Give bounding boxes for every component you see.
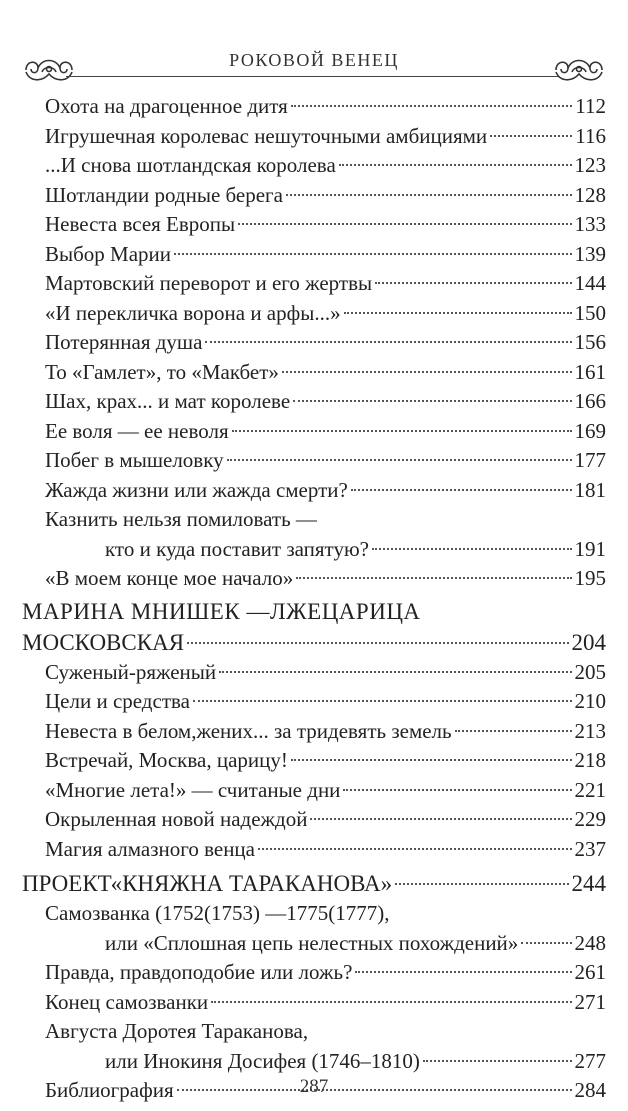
toc-entry-title: Библиография xyxy=(45,1078,174,1102)
toc-entry-title: То «Гамлет», то «Макбет» xyxy=(45,359,279,384)
toc-section-entry xyxy=(22,868,606,899)
toc-entry-title: Окрыленная новой надеждой xyxy=(45,807,308,831)
toc-entry-multiline xyxy=(22,1017,606,1076)
table-of-contents xyxy=(22,92,606,1106)
leader-dots xyxy=(375,282,571,284)
toc-entry-page: 166 xyxy=(574,389,606,413)
toc-entry-page: 123 xyxy=(574,153,606,177)
toc-entry-page: 271 xyxy=(574,989,606,1014)
toc-entry-page: 133 xyxy=(574,212,606,236)
toc-section-heading xyxy=(22,596,606,658)
leader-dots xyxy=(355,971,571,973)
toc-entry xyxy=(22,1047,606,1077)
toc-group xyxy=(22,658,606,865)
toc-entry-title: Побег в мышеловку xyxy=(45,448,224,472)
toc-entry-title: Мартовский переворот и его жертвы xyxy=(45,271,373,295)
leader-dots xyxy=(174,253,571,255)
toc-entry-multiline xyxy=(22,505,606,564)
toc-entry-title: Правда, правдоподобие или ложь? xyxy=(45,960,353,984)
toc-entry-title: «Многие лета!» — считаные дни xyxy=(45,777,341,802)
toc-entry-page: 205 xyxy=(574,659,606,684)
toc-entry xyxy=(22,328,606,358)
leader-dots xyxy=(372,548,572,550)
toc-entry-multiline xyxy=(22,899,606,958)
leader-dots xyxy=(282,371,572,373)
leader-dots xyxy=(310,818,571,820)
toc-entry xyxy=(22,835,606,865)
toc-entry-title: Невеста в белом,жених... за тридевять земель xyxy=(45,718,452,743)
section-title-line: МАРИНА МНИШЕК —ЛЖЕЦАРИЦА xyxy=(22,598,421,624)
toc-entry xyxy=(22,988,606,1018)
section-title: МОСКОВСКАЯ xyxy=(22,629,185,655)
toc-entry-title: Невеста всея Европы xyxy=(45,212,236,236)
toc-entry-title: Ее воля — ее неволя xyxy=(45,418,229,443)
leader-dots xyxy=(193,700,572,702)
toc-entry-title-line: Казнить нельзя помиловать — xyxy=(45,507,317,531)
toc-entry-title: или Инокиня Досифея (1746–1810) xyxy=(105,1048,420,1073)
toc-entry-page: 181 xyxy=(574,477,606,502)
toc-entry-title: ...И снова шотландская королева xyxy=(45,153,336,177)
toc-entry xyxy=(22,299,606,329)
toc-entry-title-line: Самозванка (1752(1753) —1775(1777), xyxy=(45,901,390,925)
toc-section-entry xyxy=(22,627,606,658)
leader-dots xyxy=(232,430,572,432)
toc-entry xyxy=(22,417,606,447)
leader-dots xyxy=(219,671,571,673)
leader-dots xyxy=(395,883,568,885)
toc-entry-title: Встречай, Москва, царицу! xyxy=(45,748,288,772)
toc-entry-title: Жажда жизни или жажда смерти? xyxy=(45,477,348,502)
leader-dots xyxy=(490,135,572,137)
leader-dots xyxy=(455,730,572,732)
toc-entry-page: 139 xyxy=(574,241,606,266)
toc-entry-title: Суженый-ряженый xyxy=(45,659,217,684)
leader-dots xyxy=(227,459,572,461)
leader-dots xyxy=(293,400,571,402)
toc-entry xyxy=(22,446,606,476)
leader-dots xyxy=(291,759,572,761)
toc-entry-page: 177 xyxy=(574,448,606,472)
toc-entry-page: 213 xyxy=(574,718,606,743)
toc-entry-page: 169 xyxy=(574,418,606,443)
toc-entry xyxy=(22,958,606,988)
toc-entry-page: 116 xyxy=(575,123,606,148)
running-head-title: РОКОВОЙ ВЕНЕЦ xyxy=(229,50,399,70)
toc-entry xyxy=(22,269,606,299)
toc-entry-title: Шах, крах... и мат королеве xyxy=(45,389,291,413)
section-title: ПРОЕКТ«КНЯЖНА ТАРАКАНОВА» xyxy=(22,871,393,896)
toc-entry xyxy=(22,92,606,122)
toc-entry-title: «И перекличка ворона и арфы...» xyxy=(45,300,341,325)
toc-entry-page: 284 xyxy=(574,1078,606,1102)
toc-entry-title: Выбор Марии xyxy=(45,241,172,266)
toc-entry xyxy=(22,210,606,240)
section-page: 204 xyxy=(571,629,606,655)
toc-entry-page: 229 xyxy=(574,807,606,831)
page-number: 287 xyxy=(299,1076,329,1097)
toc-entry-title: Цели и средства xyxy=(45,689,190,713)
toc-entry xyxy=(22,387,606,417)
header-rule xyxy=(66,76,558,77)
toc-group xyxy=(22,958,606,1017)
toc-entry-page: 161 xyxy=(574,359,606,384)
toc-entry xyxy=(22,717,606,747)
toc-entry-title: или «Сплошная цепь нелестных похождений» xyxy=(105,930,519,955)
toc-entry-page: 150 xyxy=(574,300,606,325)
toc-entry-title: «В моем конце мое начало» xyxy=(45,566,294,590)
toc-entry-page: 128 xyxy=(574,182,606,207)
toc-entry-page: 221 xyxy=(574,777,606,802)
leader-dots xyxy=(343,789,571,791)
toc-entry xyxy=(22,658,606,688)
toc-entry-title: Охота на драгоценное дитя xyxy=(45,94,288,118)
leader-dots xyxy=(258,848,572,850)
toc-entry-title: Магия алмазного венца xyxy=(45,836,255,861)
toc-entry-title: Потерянная душа xyxy=(45,330,203,354)
leader-dots xyxy=(296,577,571,579)
toc-entry xyxy=(22,687,606,717)
section-page: 244 xyxy=(571,871,606,896)
running-header xyxy=(22,48,606,88)
leader-dots xyxy=(211,1001,571,1003)
leader-dots xyxy=(521,942,571,944)
toc-entry xyxy=(22,746,606,776)
toc-entry-page: 277 xyxy=(574,1048,606,1073)
toc-entry-title: Игрушечная королевас нешуточными амбициями xyxy=(45,123,488,148)
toc-entry xyxy=(22,564,606,594)
leader-dots xyxy=(286,194,572,196)
toc-entry-page: 248 xyxy=(574,930,606,955)
leader-dots xyxy=(291,105,572,107)
toc-entry xyxy=(22,240,606,270)
toc-entry-page: 144 xyxy=(574,271,606,295)
toc-entry-page: 195 xyxy=(574,566,606,590)
toc-entry-page: 191 xyxy=(574,536,606,561)
toc-entry xyxy=(22,358,606,388)
leader-dots xyxy=(339,164,572,166)
toc-entry-title: Конец самозванки xyxy=(45,989,209,1014)
toc-entry xyxy=(22,776,606,806)
toc-group xyxy=(22,92,606,505)
leader-dots xyxy=(351,489,572,491)
toc-entry xyxy=(22,805,606,835)
toc-entry-page: 156 xyxy=(574,330,606,354)
toc-entry-title: кто и куда поставит запятую? xyxy=(105,536,369,561)
toc-entry xyxy=(22,151,606,181)
toc-entry-title: Шотландии родные берега xyxy=(45,182,283,207)
leader-dots xyxy=(344,312,572,314)
toc-entry xyxy=(22,929,606,959)
toc-entry-page: 210 xyxy=(574,689,606,713)
flourish-ornament-icon xyxy=(552,52,606,88)
toc-entry xyxy=(22,535,606,565)
toc-entry-page: 218 xyxy=(574,748,606,772)
toc-entry xyxy=(22,181,606,211)
toc-entry xyxy=(22,476,606,506)
leader-dots xyxy=(423,1060,572,1062)
toc-entry-page: 261 xyxy=(574,960,606,984)
toc-entry-title-line: Августа Доротея Тараканова, xyxy=(45,1019,309,1043)
leader-dots xyxy=(238,223,571,225)
leader-dots xyxy=(187,642,568,644)
toc-entry-page: 112 xyxy=(575,94,606,118)
leader-dots xyxy=(205,341,571,343)
toc-entry xyxy=(22,122,606,152)
toc-entry-page: 237 xyxy=(574,836,606,861)
